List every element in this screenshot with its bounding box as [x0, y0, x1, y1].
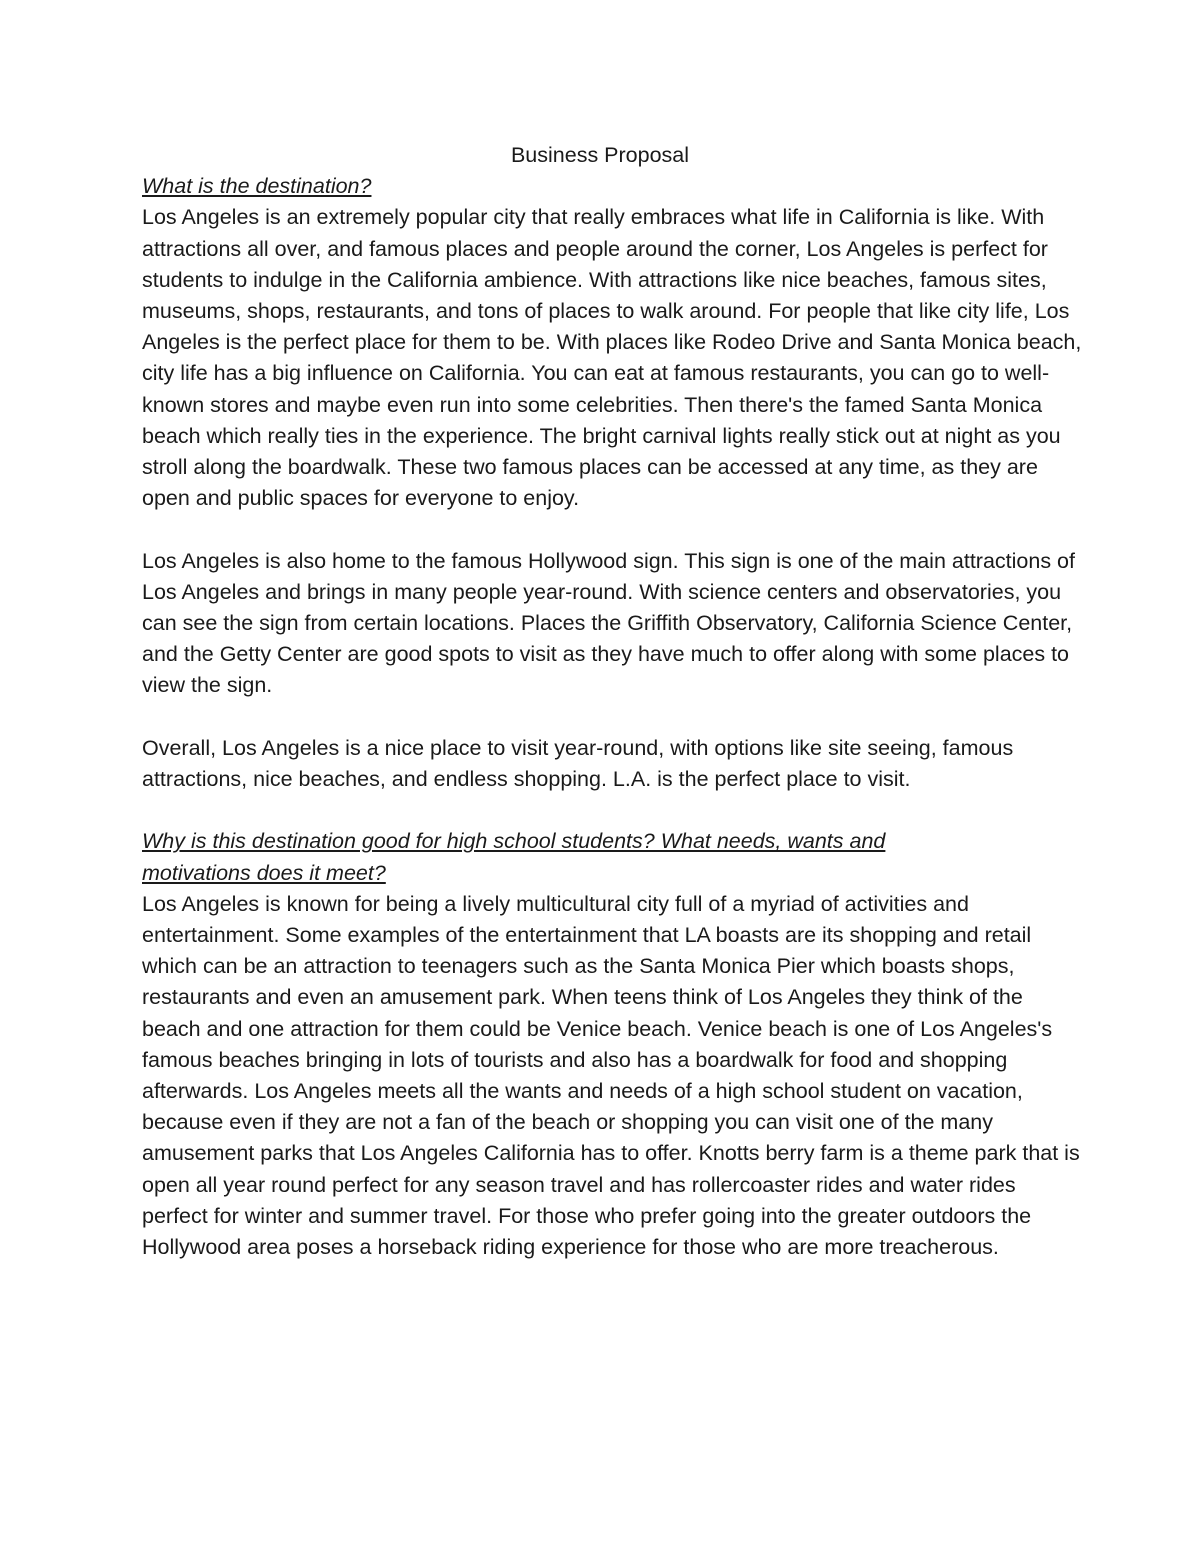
section1-question: What is the destination? [142, 174, 372, 199]
document-page [142, 140, 1082, 1263]
section1-paragraph-3: Overall, Los Angeles is a nice place to visit year-round, with options like site seeing, famous attractions, nice beaches, and endless shopping. L.A. is the perfect place to visit. [142, 735, 1014, 792]
section1-paragraph-1: Los Angeles is an extremely popular city that really embraces what life in California is like. With attractions all over, and famous places and people around the corner, Los Angeles is perfect for students to indulge in the California ambience. With attractions like nice beaches, famous sites, museums, shops, restaurants, and tons of places to walk around. For people that like city life, Los Angeles is the perfect place for them to be. With places like Rodeo Drive and Santa Monica beach, city life has a big influence on California. You can eat at famous restaurants, you can go to well-known stores and maybe even run into some celebrities. Then there's the famed Santa Monica beach which really ties in the experience. The bright carnival lights really stick out at night as you stroll along the boardwalk. These two famous places can be accessed at any time, as they are open and public spaces for everyone to enjoy. [142, 205, 1082, 511]
document-title: Business Proposal [510, 143, 690, 167]
section2-question: Why is this destination good for high school students? What needs, wants and motivations does it meet? [142, 829, 886, 885]
section2-paragraph: Los Angeles is known for being a lively multicultural city full of a myriad of activities and entertainment. Some examples of the entertainment that LA boasts are its shopping and retail which can be an attraction to teenagers such as the Santa Monica Pier which boasts shops, restaurants and even an amusement park. When teens think of Los Angeles they think of the beach and one attraction for them could be Venice beach. Venice beach is one of Los Angeles's famous beaches bringing in lots of tourists and also has a boardwalk for food and shopping afterwards. Los Angeles meets all the wants and needs of a high school student on vacation, because even if they are not a fan of the beach or shopping you can visit one of the many amusement parks that Los Angeles California has to offer. Knotts berry farm is a theme park that is open all year round perfect for any season travel and has rollercoaster rides and water rides perfect for winter and summer travel. For those who prefer going into the greater outdoors the Hollywood area poses a horseback riding experience for those who are more treacherous. [142, 891, 1080, 1260]
section1-paragraph-2: Los Angeles is also home to the famous Hollywood sign. This sign is one of the main attractions of Los Angeles and brings in many people year-round. With science centers and observatories, you can see the sign from certain locations. Places the Griffith Observatory, California Science Center, and the Getty Center are good spots to visit as they have much to offer along with some places to view the sign. [142, 548, 1075, 698]
